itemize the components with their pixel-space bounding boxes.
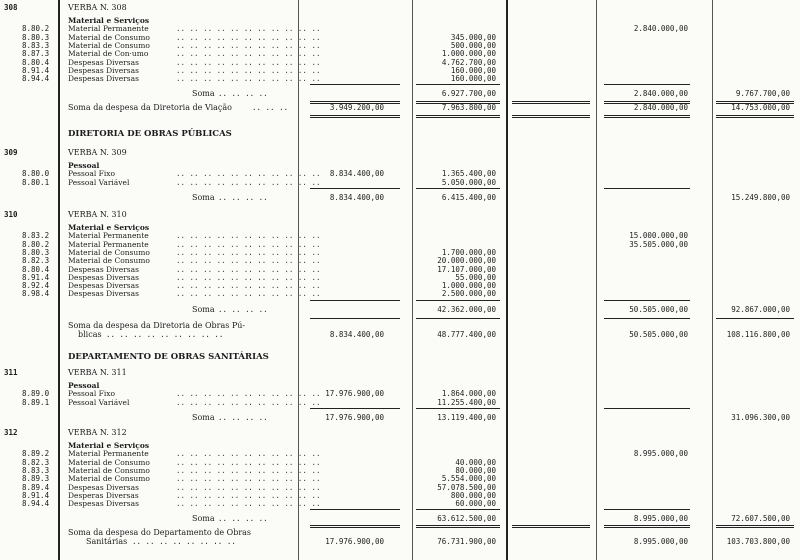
item-description: Material de Consumo bbox=[68, 256, 150, 266]
verba-number: 311 bbox=[4, 368, 18, 377]
item-description: Despesas Diversas bbox=[68, 65, 139, 75]
value-material: 160.000,00 bbox=[450, 65, 496, 75]
verba-title: VERBA N. 311 bbox=[68, 368, 127, 377]
sum-rule bbox=[416, 509, 500, 510]
group-heading: Material e Serviços bbox=[68, 223, 150, 232]
total-sanitarias-permanente: 8.995.000,00 bbox=[633, 537, 688, 547]
total-sanitarias-material: 76.731.900,00 bbox=[437, 537, 496, 547]
soma-total: 15.249.800,00 bbox=[731, 192, 790, 202]
group-heading: Pessoal bbox=[68, 381, 100, 390]
sum-rule bbox=[716, 525, 794, 528]
leader-dots: .. .. .. .. .. .. .. .. .. .. .. bbox=[176, 389, 321, 399]
item-code: 8.89.3 bbox=[22, 474, 50, 484]
soma-label: Soma bbox=[192, 514, 215, 524]
group-heading: Material e Serviços bbox=[68, 441, 150, 450]
leader-dots: .. .. .. .. .. .. .. .. .. .. .. bbox=[176, 177, 321, 187]
total-viacao-pessoal: 3.949.200,00 bbox=[329, 103, 384, 113]
value-material: 80.000,00 bbox=[455, 465, 496, 475]
item-code: 8.82.3 bbox=[22, 457, 50, 467]
total-viacao-material: 7.963.800,00 bbox=[441, 103, 496, 113]
value-material: 60.000,00 bbox=[455, 499, 496, 509]
verba-title: VERBA N. 308 bbox=[68, 3, 127, 12]
leader-dots: .. .. .. .. .. .. .. .. .. .. .. bbox=[176, 231, 321, 241]
item-code: 8.80.0 bbox=[22, 169, 50, 179]
verba-number: 308 bbox=[4, 3, 18, 12]
soma-permanente: 50.505.000,00 bbox=[629, 304, 688, 314]
leader-dots: .. .. .. .. .. .. .. .. .. .. .. bbox=[176, 32, 321, 42]
value-material: 500.000,00 bbox=[450, 40, 496, 50]
soma-total: 72.607.500,00 bbox=[731, 514, 790, 524]
value-material: 4.762.700,00 bbox=[441, 57, 496, 67]
group-heading: Material e Serviços bbox=[68, 16, 150, 25]
value-material: 800.000,00 bbox=[450, 490, 496, 500]
item-description: Material Permanente bbox=[68, 231, 149, 241]
verba-title: VERBA N. 309 bbox=[68, 148, 127, 157]
item-code: 8.98.4 bbox=[22, 289, 50, 299]
soma-label: Soma bbox=[192, 412, 215, 422]
sum-rule bbox=[512, 525, 590, 528]
item-description: Material de Consumo bbox=[68, 465, 150, 475]
item-code: 8.80.3 bbox=[22, 247, 50, 257]
value-permanente: 15.000.000,00 bbox=[629, 231, 688, 241]
total-obras-geral: 108.116.800,00 bbox=[726, 329, 790, 339]
item-description: Material de Consumo bbox=[68, 247, 150, 257]
total-label-obras-cont: blicas bbox=[78, 329, 102, 339]
leader-dots: .. .. .. .. .. .. .. .. .. .. .. bbox=[176, 264, 321, 274]
soma-material: 63.612.500,00 bbox=[437, 514, 496, 524]
soma-total: 9.767.700,00 bbox=[735, 89, 790, 99]
item-code: 8.80.3 bbox=[22, 32, 50, 42]
value-material: 1.700.000,00 bbox=[441, 247, 496, 257]
leader-dots: .. .. .. .. bbox=[218, 412, 268, 422]
total-label-obras: Soma da despesa da Diretoria de Obras Pú- bbox=[68, 320, 246, 330]
item-code: 8.94.4 bbox=[22, 74, 50, 84]
item-description: Material de Consumo bbox=[68, 40, 150, 50]
item-description: Material de Con·umo bbox=[68, 49, 149, 59]
item-description: Pessoal Fixo bbox=[68, 389, 115, 399]
sum-rule bbox=[512, 101, 590, 104]
verba-number: 310 bbox=[4, 210, 18, 219]
verba-number: 312 bbox=[4, 428, 18, 437]
leader-dots: .. .. .. .. bbox=[218, 304, 268, 314]
leader-dots: .. .. .. .. .. .. .. .. .. .. .. bbox=[176, 256, 321, 266]
soma-label: Soma bbox=[192, 192, 215, 202]
value-material: 11.255.400,00 bbox=[437, 397, 496, 407]
leader-dots: .. .. .. .. .. .. .. .. .. .. .. bbox=[176, 289, 321, 299]
leader-dots: .. .. .. .. .. .. .. .. .. .. .. bbox=[176, 169, 321, 179]
sum-rule bbox=[310, 509, 400, 510]
item-description: Material Permanente bbox=[68, 239, 149, 249]
item-code: 8.91.4 bbox=[22, 272, 50, 282]
column-divider bbox=[412, 0, 413, 560]
soma-material: 13.119.400,00 bbox=[437, 412, 496, 422]
total-obras-permanente: 50.505.000,00 bbox=[629, 329, 688, 339]
leader-dots: .. .. .. .. .. .. .. .. .. .. .. bbox=[176, 272, 321, 282]
item-code: 8.80.4 bbox=[22, 264, 50, 274]
total-label-sanitarias-cont: Sanitárias bbox=[86, 537, 128, 547]
leader-dots: .. .. .. .. .. .. .. .. .. .. .. bbox=[176, 449, 321, 459]
sum-rule bbox=[310, 84, 400, 85]
soma-pessoal: 17.976.900,00 bbox=[325, 412, 384, 422]
leader-dots: .. .. .. .. bbox=[218, 514, 268, 524]
item-code: 8.82.3 bbox=[22, 256, 50, 266]
item-description: Pessoal Fixo bbox=[68, 169, 115, 179]
value-material: 1.000.000,00 bbox=[441, 49, 496, 59]
value-pessoal-fixo: 8.834.400,00 bbox=[329, 169, 384, 179]
leader-dots: .. .. .. .. .. .. .. .. .. .. .. bbox=[176, 490, 321, 500]
value-material: 160.000,00 bbox=[450, 74, 496, 84]
total-viacao-permanente: 2.840.000,00 bbox=[633, 103, 688, 113]
verba-title: VERBA N. 310 bbox=[68, 210, 127, 219]
sum-rule bbox=[416, 84, 500, 85]
leader-dots: .. .. .. .. .. .. .. .. bbox=[132, 537, 236, 547]
item-code: 8.83.2 bbox=[22, 231, 50, 241]
sum-rule bbox=[416, 525, 500, 528]
item-code: 8.80.4 bbox=[22, 57, 50, 67]
value-pessoal-fixo: 17.976.900,00 bbox=[325, 389, 384, 399]
soma-total: 31.096.300,00 bbox=[731, 412, 790, 422]
soma-label: Soma bbox=[192, 89, 215, 99]
sum-rule bbox=[716, 115, 794, 118]
section-heading-sanitarias: DEPARTAMENTO DE OBRAS SANITÁRIAS bbox=[68, 352, 269, 362]
item-code: 8.89.2 bbox=[22, 449, 50, 459]
item-code: 8.83.3 bbox=[22, 465, 50, 475]
sum-rule bbox=[310, 300, 400, 301]
leader-dots: .. .. .. .. .. .. .. .. .. .. .. bbox=[176, 49, 321, 59]
leader-dots: .. .. .. .. bbox=[218, 192, 268, 202]
leader-dots: .. .. .. .. bbox=[218, 89, 268, 99]
value-material: 1.864.000,00 bbox=[441, 389, 496, 399]
item-code: 8.91.4 bbox=[22, 490, 50, 500]
sum-rule bbox=[604, 300, 690, 301]
sum-rule bbox=[604, 188, 690, 189]
sum-rule bbox=[310, 408, 400, 409]
sum-rule bbox=[604, 318, 690, 319]
item-description: Pessoal Variável bbox=[68, 397, 130, 407]
item-description: Despesas Diversas bbox=[68, 289, 139, 299]
column-divider bbox=[58, 0, 60, 560]
soma-material: 42.362.000,00 bbox=[437, 304, 496, 314]
total-obras-pessoal: 8.834.400,00 bbox=[329, 329, 384, 339]
item-description: Despesas Diversas bbox=[68, 57, 139, 67]
sum-rule bbox=[604, 509, 690, 510]
item-code: 8.89.4 bbox=[22, 482, 50, 492]
sum-rule bbox=[310, 318, 400, 319]
sum-rule bbox=[512, 115, 590, 118]
item-description: Material de Consumo bbox=[68, 457, 150, 467]
leader-dots: .. .. .. .. .. .. .. .. .. .. .. bbox=[176, 40, 321, 50]
item-description: Despesas Diversas bbox=[68, 499, 139, 509]
total-label-sanitarias: Soma da despesa do Departamento de Obras bbox=[68, 528, 252, 538]
sum-rule bbox=[604, 84, 690, 85]
item-code: 8.91.4 bbox=[22, 65, 50, 75]
sum-rule bbox=[416, 300, 500, 301]
soma-pessoal: 8.834.400,00 bbox=[329, 192, 384, 202]
item-description: Pessoal Variável bbox=[68, 177, 130, 187]
item-description: Material de Consumo bbox=[68, 32, 150, 42]
sum-rule bbox=[416, 318, 500, 319]
item-description: Material Permanente bbox=[68, 24, 149, 34]
leader-dots: .. .. .. .. .. .. .. .. .. .. .. bbox=[176, 239, 321, 249]
leader-dots: .. .. .. .. .. .. .. .. .. .. .. bbox=[176, 65, 321, 75]
leader-dots: .. .. .. .. .. .. .. .. .. .. .. bbox=[176, 74, 321, 84]
item-code: 8.89.0 bbox=[22, 389, 50, 399]
section-heading-obras: DIRETORIA DE OBRAS PÚBLICAS bbox=[68, 129, 232, 139]
leader-dots: .. .. .. .. .. .. .. .. .. .. .. bbox=[176, 57, 321, 67]
value-permanente: 35.505.000,00 bbox=[629, 239, 688, 249]
soma-material: 6.927.700,00 bbox=[441, 89, 496, 99]
total-obras-material: 48.777.400,00 bbox=[437, 329, 496, 339]
value-material: 5.554.000,00 bbox=[441, 474, 496, 484]
item-description: Despesas Diversas bbox=[68, 482, 139, 492]
item-code: 8.80.2 bbox=[22, 239, 50, 249]
sum-rule bbox=[310, 115, 400, 118]
leader-dots: .. .. .. .. .. .. .. .. .. .. .. bbox=[176, 397, 321, 407]
leader-dots: .. .. .. .. .. .. .. .. .. bbox=[106, 329, 224, 339]
item-code: 8.80.2 bbox=[22, 24, 50, 34]
value-material: 1.000.000,00 bbox=[441, 281, 496, 291]
item-code: 8.87.3 bbox=[22, 49, 50, 59]
leader-dots: .. .. .. .. .. .. .. .. .. .. .. bbox=[176, 457, 321, 467]
value-material: 20.000.000,00 bbox=[437, 256, 496, 266]
column-divider bbox=[596, 0, 597, 560]
sum-rule bbox=[416, 115, 500, 118]
sum-rule bbox=[416, 408, 500, 409]
item-description: Despesas Diversas bbox=[68, 281, 139, 291]
total-sanitarias-pessoal: 17.976.900,00 bbox=[325, 537, 384, 547]
item-description: Material Permanente bbox=[68, 449, 149, 459]
item-description: Desperas Diversas bbox=[68, 490, 139, 500]
sum-rule bbox=[310, 188, 400, 189]
leader-dots: .. .. .. .. .. .. .. .. .. .. .. bbox=[176, 499, 321, 509]
column-divider bbox=[506, 0, 508, 560]
value-material: 57.078.500,00 bbox=[437, 482, 496, 492]
value-material: 1.365.400,00 bbox=[441, 169, 496, 179]
soma-total: 92.867.000,00 bbox=[731, 304, 790, 314]
value-material: 17.107.000,00 bbox=[437, 264, 496, 274]
sum-rule bbox=[604, 115, 690, 118]
value-material: 5.050.000,00 bbox=[441, 177, 496, 187]
leader-dots: .. .. .. .. .. .. .. .. .. .. .. bbox=[176, 281, 321, 291]
sum-rule bbox=[416, 188, 500, 189]
verba-number: 309 bbox=[4, 148, 18, 157]
item-description: Material de Consumo bbox=[68, 474, 150, 484]
item-code: 8.94.4 bbox=[22, 499, 50, 509]
leader-dots: .. .. .. .. .. .. .. .. .. .. .. bbox=[176, 247, 321, 257]
item-code: 8.80.1 bbox=[22, 177, 50, 187]
value-permanente: 8.995.000,00 bbox=[633, 449, 688, 459]
total-sanitarias-geral: 103.703.800,00 bbox=[726, 537, 790, 547]
sum-rule bbox=[604, 408, 690, 409]
leader-dots: .. .. .. bbox=[252, 103, 289, 113]
value-material: 40.000,00 bbox=[455, 457, 496, 467]
item-description: Despesas Diversas bbox=[68, 264, 139, 274]
item-code: 8.89.1 bbox=[22, 397, 50, 407]
sum-rule bbox=[716, 318, 794, 319]
value-material: 55.000,00 bbox=[455, 272, 496, 282]
total-viacao-geral: 14.753.000,00 bbox=[731, 103, 790, 113]
value-material: 345.000,00 bbox=[450, 32, 496, 42]
soma-label: Soma bbox=[192, 304, 215, 314]
verba-title: VERBA N. 312 bbox=[68, 428, 127, 437]
total-label-viacao: Soma da despesa da Diretoria de Viação bbox=[68, 103, 232, 113]
soma-permanente: 8.995.000,00 bbox=[633, 514, 688, 524]
item-code: 8.92.4 bbox=[22, 281, 50, 291]
leader-dots: .. .. .. .. .. .. .. .. .. .. .. bbox=[176, 24, 321, 34]
leader-dots: .. .. .. .. .. .. .. .. .. .. .. bbox=[176, 465, 321, 475]
leader-dots: .. .. .. .. .. .. .. .. .. .. .. bbox=[176, 482, 321, 492]
value-permanente: 2.840.000,00 bbox=[633, 24, 688, 34]
column-divider bbox=[712, 0, 713, 560]
soma-permanente: 2.840.000,00 bbox=[633, 89, 688, 99]
item-description: Despesas Diversas bbox=[68, 272, 139, 282]
item-description: Despesas Diversas bbox=[68, 74, 139, 84]
sum-rule bbox=[604, 525, 690, 528]
sum-rule bbox=[310, 525, 400, 528]
value-material: 2.500.000,00 bbox=[441, 289, 496, 299]
group-heading: Pessoal bbox=[68, 161, 100, 170]
soma-material: 6.415.400,00 bbox=[441, 192, 496, 202]
item-code: 8.83.3 bbox=[22, 40, 50, 50]
leader-dots: .. .. .. .. .. .. .. .. .. .. .. bbox=[176, 474, 321, 484]
